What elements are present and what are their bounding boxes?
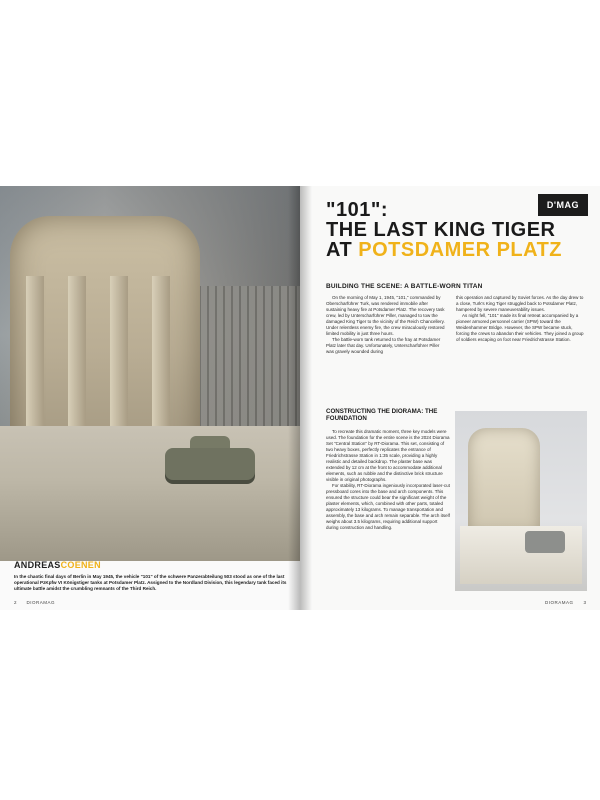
title-line-1: "101": bbox=[326, 199, 388, 221]
magazine-spread bbox=[0, 186, 600, 610]
title-highlight: POTSDAMER PLATZ bbox=[358, 239, 563, 261]
magazine-logo: D'MAG bbox=[538, 194, 588, 216]
author-first: ANDREAS bbox=[14, 560, 61, 570]
section-heading-2: CONSTRUCTING THE DIORAMA: THE FOUNDATION bbox=[326, 408, 438, 422]
paragraph: this operation and captured by Soviet forces. As the day drew to a close, Turk's King Tiger struggled back to Potsdamer Platz, hampered by severe maneuverability issues. bbox=[456, 295, 584, 312]
title-line-3a: AT bbox=[326, 239, 359, 261]
folio-right bbox=[545, 600, 586, 605]
article-title bbox=[326, 200, 576, 260]
column bbox=[68, 276, 86, 446]
body-column-3 bbox=[326, 429, 450, 531]
section-heading-1: BUILDING THE SCENE: A BATTLE-WORN TITAN bbox=[326, 283, 483, 290]
paragraph: For stability, RT-Diorama ingeniously incorporated laser-cut pressboard cores into the base and arch components. This ensured the structure could bear the significant weight of the plaster elements, which, combined with other parts, totaled approximately 13 kilograms. To manage transportation and assembly, the base and arch remain separable. The arch itself weighs about 3.5 kilograms, requiring additional support during construction and handling. bbox=[326, 483, 450, 530]
king-tiger-tank bbox=[165, 448, 255, 480]
right-page bbox=[300, 186, 600, 610]
column bbox=[110, 276, 128, 446]
column bbox=[26, 276, 44, 446]
folio-left bbox=[14, 600, 55, 605]
paragraph: As night fell, "101" made its final retreat accompanied by a pioneer armored personnel carrier (SPW) toward the Weidenhammer Bridge. However, the SPW became stuck, forcing the crews to abandon their vehicles. They joined a group of soldiers escaping on foot near Friedrichstrasse Station. bbox=[456, 313, 584, 342]
rubble-base bbox=[0, 426, 300, 561]
left-page bbox=[0, 186, 300, 610]
magazine-name: DIORAMAG bbox=[544, 600, 574, 605]
title-line-2: THE LAST KING TIGER bbox=[326, 219, 556, 241]
intro-paragraph: In the chaotic final days of Berlin in May 1945, the vehicle "101" of the schwere Panzerabteilung 503 stood as one of the last operational PzKpfw VI Königstiger tanks at Potsdamer Platz. Assigned to the Nordland Division, this legendary tank faced its ultimate battle amidst the crumbling remnants of the Third Reich. bbox=[14, 574, 287, 592]
spine-shadow bbox=[288, 186, 312, 610]
page-number: 3 bbox=[583, 600, 586, 605]
unpainted-tank-model bbox=[525, 531, 565, 553]
paragraph: To recreate this dramatic moment, three key models were used. The foundation for the entire scene is the 2024 Diorama Set "Central Station" by RT-Diorama. This set, consisting of two heavy boxes, perfectly replicates the entrance of Friedrichstrasse Station in 1:35 scale, providing a highly realistic and detailed backdrop. The plaster base was extended by 12 cm at the front to accommodate additional elements, such as rubble and the distinctive brick structure visible in original photographs. bbox=[326, 429, 450, 482]
author-last: COENEN bbox=[60, 560, 101, 570]
column bbox=[152, 276, 170, 446]
paragraph: The battle-worn tank returned to the fray at Potsdamer Platz later that day. Unfortunately, Unterscharführer Piller was gravely wounded during bbox=[326, 337, 441, 354]
body-column-2 bbox=[456, 295, 584, 343]
body-column-1 bbox=[326, 295, 448, 355]
page-number: 2 bbox=[14, 600, 17, 605]
plaster-arch-model bbox=[468, 428, 540, 533]
author-name bbox=[14, 560, 101, 570]
paragraph: On the morning of May 1, 1945, "101," commanded by Oberscharführer Turk, was rendered immobile after sustaining heavy fire at Potsdamer Platz. The recovery task crew, led by Unterscharführer Piller, managed to tow the damaged King Tiger to the vicinity of the Reich Chancellery. Under relentless enemy fire, the crew miraculously restored limited mobility in just three hours. bbox=[326, 295, 445, 336]
magazine-name: DIORAMAG bbox=[26, 600, 56, 605]
